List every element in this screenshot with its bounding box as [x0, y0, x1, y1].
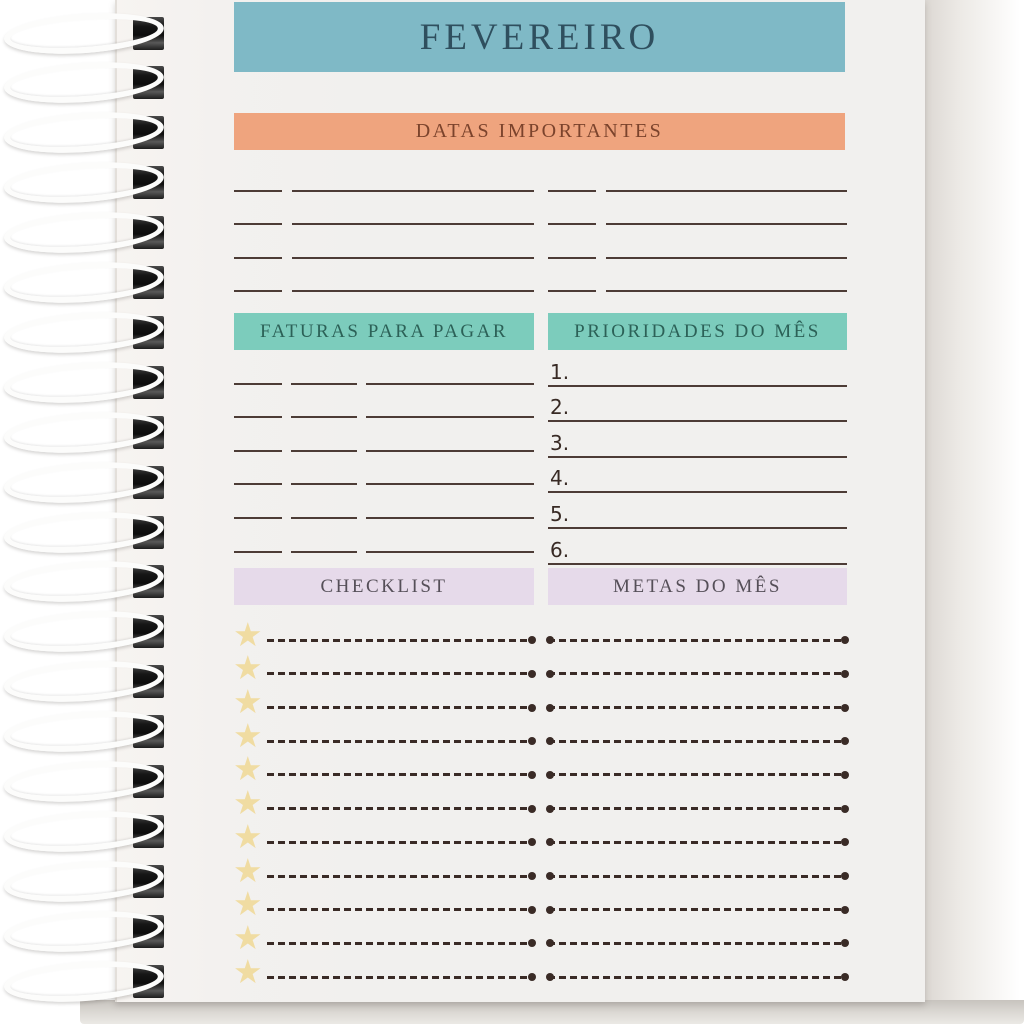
goal-dotted-line: [548, 841, 847, 844]
checklist-row: [233, 811, 534, 856]
checklist-dotted-line: [267, 740, 534, 743]
star-icon: ★: [233, 682, 263, 722]
goals-header: [548, 568, 847, 605]
priority-number: 1.: [550, 359, 570, 384]
priority-number: 4.: [550, 466, 570, 491]
checklist-dotted-line: [267, 942, 534, 945]
date-blank-line: [234, 290, 282, 292]
line-end-dot: [528, 737, 536, 745]
goal-row: [548, 879, 847, 913]
priority-number: 2.: [550, 395, 570, 420]
goals-rows: [548, 609, 847, 980]
line-end-dot: [841, 872, 849, 880]
star-icon: ★: [233, 648, 263, 688]
line-start-dot: [546, 670, 554, 678]
date-entry-row: [548, 225, 847, 259]
checklist-dotted-line: [267, 908, 534, 911]
checklist-dotted-line: [267, 875, 534, 878]
line-end-dot: [841, 704, 849, 712]
priority-row: [548, 351, 847, 387]
line-end-dot: [841, 737, 849, 745]
checklist-row: [233, 744, 534, 789]
date-entry-row: [548, 259, 847, 293]
checklist-dotted-line: [267, 807, 534, 810]
priority-row: [548, 387, 847, 423]
checklist-row: [233, 879, 534, 924]
checklist-row: [233, 643, 534, 688]
bill-entry-row: [234, 452, 534, 486]
date-entry-row: [548, 192, 847, 226]
goal-row: [548, 643, 847, 677]
page-bottom-shadow: [80, 1000, 1024, 1024]
goal-dotted-line: [548, 706, 847, 709]
checklist-dotted-line: [267, 706, 534, 709]
checklist-dotted-line: [267, 672, 534, 675]
checklist-row: [233, 777, 534, 823]
goals-title: METAS DO MÊS: [613, 575, 782, 597]
bill-entry-row: [234, 418, 534, 452]
line-end-dot: [841, 838, 849, 846]
checklist-row: [233, 912, 534, 957]
bills-header: [234, 313, 534, 350]
bill-entry-row: [234, 519, 534, 553]
star-icon: ★: [233, 884, 263, 924]
goal-dotted-line: [548, 773, 847, 776]
goal-row: [548, 676, 847, 710]
month-title: FEVEREIRO: [419, 16, 660, 58]
goal-row: [548, 912, 847, 946]
bill-entry-row: [234, 485, 534, 519]
priorities-title: PRIORIDADES DO MÊS: [574, 320, 821, 342]
line-end-dot: [528, 636, 536, 644]
goal-row: [548, 710, 847, 744]
goal-dotted-line: [548, 942, 847, 945]
line-start-dot: [546, 805, 554, 813]
line-end-dot: [841, 805, 849, 813]
priority-row: [548, 458, 847, 494]
page-left-seam: [115, 0, 117, 1002]
priorities-header: [548, 313, 847, 350]
goal-dotted-line: [548, 908, 847, 911]
entry-blank-line: [292, 290, 534, 292]
goal-dotted-line: [548, 875, 847, 878]
checklist-dotted-line: [267, 976, 534, 979]
bill-date-line: [234, 551, 282, 553]
date-entry-row: [234, 158, 534, 192]
line-end-dot: [528, 906, 536, 914]
page-right-shadow: [925, 0, 1020, 1004]
line-end-dot: [841, 906, 849, 914]
line-end-dot: [528, 838, 536, 846]
goal-dotted-line: [548, 672, 847, 675]
star-icon: ★: [233, 715, 263, 755]
checklist-title: CHECKLIST: [320, 575, 448, 597]
entry-blank-line: [606, 290, 847, 292]
line-end-dot: [528, 670, 536, 678]
checklist-rows: [233, 609, 534, 991]
goal-row: [548, 777, 847, 811]
priority-number: 6.: [550, 537, 570, 562]
bills-title: FATURAS PARA PAGAR: [259, 320, 509, 342]
checklist-dotted-line: [267, 841, 534, 844]
checklist-header: [234, 568, 534, 605]
star-icon: ★: [233, 614, 263, 654]
planner-page: [115, 0, 925, 1002]
star-icon: ★: [233, 749, 263, 789]
priority-row: [548, 493, 847, 529]
line-start-dot: [546, 771, 554, 779]
checklist-row: [233, 946, 534, 991]
month-title-bar: [234, 2, 845, 72]
line-end-dot: [841, 670, 849, 678]
bill-entry-row: [234, 351, 534, 385]
line-end-dot: [841, 973, 849, 981]
star-icon: ★: [233, 783, 263, 823]
goal-dotted-line: [548, 740, 847, 743]
star-icon: ★: [233, 816, 263, 856]
line-end-dot: [841, 939, 849, 947]
line-end-dot: [528, 771, 536, 779]
line-end-dot: [528, 805, 536, 813]
line-start-dot: [546, 906, 554, 914]
line-end-dot: [528, 704, 536, 712]
date-entry-row: [234, 192, 534, 226]
line-end-dot: [528, 939, 536, 947]
line-start-dot: [546, 872, 554, 880]
goal-dotted-line: [548, 639, 847, 642]
star-icon: ★: [233, 951, 263, 991]
important-dates-header: [234, 113, 845, 150]
priority-number: 3.: [550, 430, 570, 455]
goal-row: [548, 946, 847, 980]
date-entry-row: [234, 225, 534, 259]
priority-row: [548, 422, 847, 458]
priority-number: 5.: [550, 501, 570, 526]
line-end-dot: [841, 771, 849, 779]
goal-row: [548, 845, 847, 879]
priority-row: [548, 529, 847, 565]
checklist-row: [233, 710, 534, 755]
checklist-dotted-line: [267, 639, 534, 642]
priorities-list: [548, 351, 847, 565]
line-end-dot: [841, 636, 849, 644]
important-dates-lines-left: [234, 158, 534, 293]
important-dates-lines-right: [548, 158, 847, 293]
date-entry-row: [548, 158, 847, 192]
date-entry-row: [234, 259, 534, 293]
checklist-row: [233, 609, 534, 654]
line-start-dot: [546, 973, 554, 981]
bills-lines: [234, 351, 534, 553]
star-icon: ★: [233, 917, 263, 957]
date-blank-line: [548, 290, 596, 292]
bill-entry-row: [234, 385, 534, 419]
goal-dotted-line: [548, 807, 847, 810]
goal-row: [548, 811, 847, 845]
goal-row: [548, 609, 847, 643]
important-dates-title: DATAS IMPORTANTES: [415, 120, 664, 142]
goal-dotted-line: [548, 976, 847, 979]
bill-desc-line: [366, 551, 534, 553]
checklist-row: [233, 845, 534, 890]
line-end-dot: [528, 872, 536, 880]
bill-amount-line: [291, 551, 357, 553]
star-icon: ★: [233, 850, 263, 890]
line-end-dot: [528, 973, 536, 981]
checklist-row: [233, 676, 534, 722]
line-start-dot: [546, 704, 554, 712]
goal-row: [548, 744, 847, 778]
checklist-dotted-line: [267, 773, 534, 776]
